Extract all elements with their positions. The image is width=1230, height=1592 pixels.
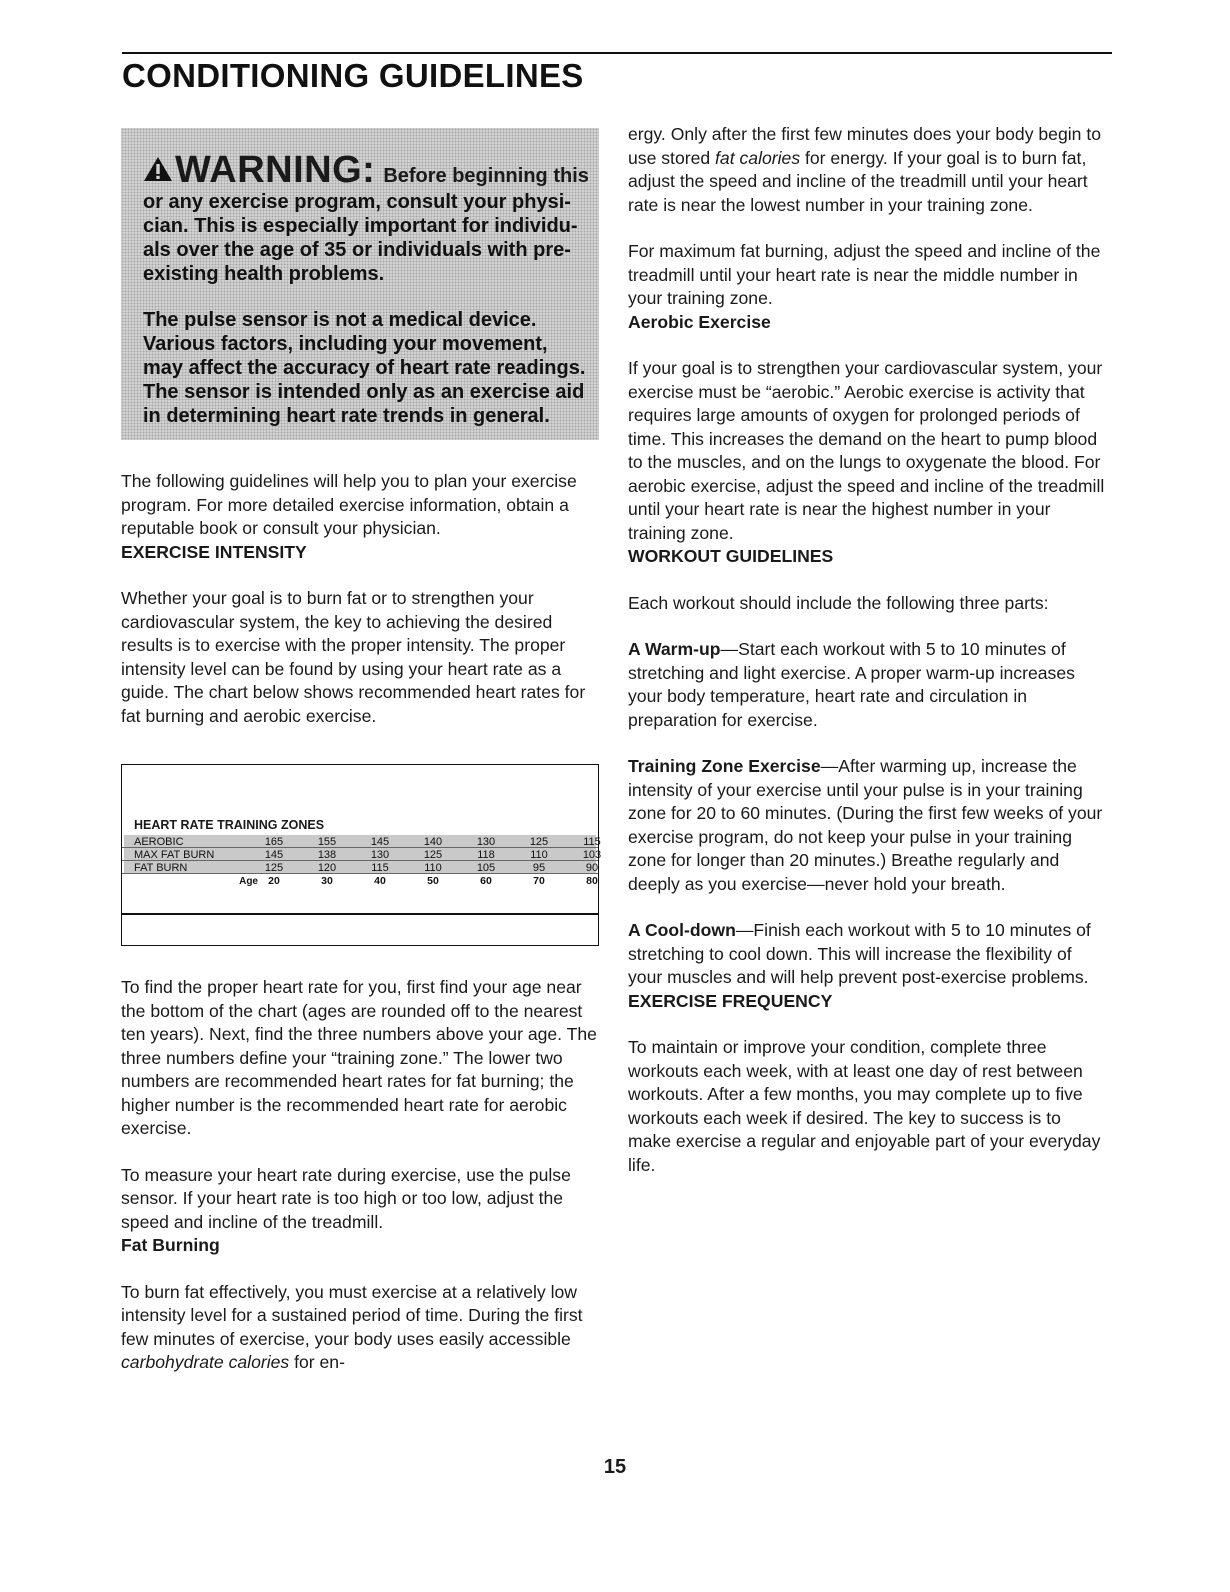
find-rate-paragraph: To find the proper heart rate for you, first find your age near the bottom of the chart (ages are rounded off to the nearest ten years). Next, find the three numbers above your age. The three numbers define your “training zone.” The lower two numbers are recommended heart rates for fat burning; the higher number is the recommended heart rate for aerobic exercise. (121, 977, 597, 1138)
fat-burning-paragraph (121, 1281, 601, 1375)
zone-row-label: AEROBIC (134, 836, 184, 848)
age-tick-label: 40 (374, 875, 386, 887)
zone-value: 145 (370, 836, 390, 848)
warmup-paragraph (628, 638, 1108, 732)
warning-sensor-paragraph (143, 308, 599, 428)
page-title: CONDITIONING GUIDELINES (122, 57, 584, 94)
title-rule (122, 52, 1112, 54)
italic-term: fat calories (715, 147, 801, 168)
cooldown-paragraph (628, 919, 1108, 990)
zone-value: 125 (529, 836, 549, 848)
frequency-heading: EXERCISE FREQUENCY (628, 990, 833, 1011)
aerobic-paragraph: If your goal is to strengthen your cardiovascular system, your exercise must be “aerobic.” Aerobic exercise is activity that requires large amounts of oxygen for prolonged periods of time. This increases the demand on the heart to pump blood to the muscles, and on the lungs to oxygenate the blood. For aerobic exercise, adjust the speed and incline of the treadmill until your heart rate is near the highest number in your training zone. (628, 358, 1105, 543)
frequency-paragraph: To maintain or improve your condition, complete three workouts each week, with at least one day of rest between workouts. After a few months, you may complete up to five workouts each week if desired. The key to success is to make exercise a regular and enjoyable part of your everyday life. (628, 1037, 1101, 1175)
zone-row-label: FAT BURN (134, 862, 188, 874)
training-zone-paragraph (628, 755, 1108, 896)
text-run: To burn fat effectively, you must exercise at a relatively low intensity level for a sustained period of time. During the first few minutes of exercise, your body uses easily accessible (121, 1281, 583, 1349)
zone-value: 105 (476, 862, 496, 874)
zone-value: 103 (582, 849, 602, 861)
text-run: —After warming up, increase the intensity of your exercise until your pulse is in your training zone for 20 to 60 minutes. (During the first few weeks of your exercise program, do not keep your pulse in your training zone for longer than 20 minutes.) Breathe regularly and deeply as you exercise—never hold your breath. (628, 756, 1103, 894)
zone-row-label: MAX FAT BURN (134, 849, 215, 861)
zone-value: 95 (532, 862, 546, 874)
zone-value: 115 (371, 862, 389, 874)
age-axis-label: Age (239, 876, 258, 887)
left-column (121, 128, 601, 1375)
zone-value: 125 (423, 849, 443, 861)
age-tick-label: 30 (321, 875, 333, 887)
intro-paragraph: The following guidelines will help you to plan your exercise program. For more detailed exercise information, obtain a reputable book or consult your physician. (121, 471, 577, 538)
warning-line: in determining heart rate trends in general. (143, 405, 550, 427)
text-run: ergy. Only after the first few minutes does your body begin to use stored (628, 124, 1101, 168)
intensity-heading: EXERCISE INTENSITY (121, 541, 307, 562)
warning-word: WARNING: (175, 149, 376, 191)
training-label: Training Zone Exercise (628, 756, 821, 776)
age-tick-label: 50 (427, 875, 439, 887)
text-run: for en- (289, 1352, 345, 1372)
warmup-label: A Warm-up (628, 639, 721, 659)
zone-value: 118 (477, 849, 495, 861)
zone-value: 120 (317, 862, 337, 874)
zone-value: 110 (530, 849, 548, 861)
zone-value: 110 (424, 862, 442, 874)
warning-line: The pulse sensor is not a medical device. (143, 309, 537, 331)
zone-value: 130 (476, 836, 496, 848)
warning-triangle-icon (143, 156, 173, 182)
warning-line-1: Before beginning this (383, 165, 589, 187)
zone-row-band (124, 861, 599, 874)
warning-line: or any exercise program, consult your physi- (143, 191, 571, 213)
zone-value: 138 (317, 849, 337, 861)
aerobic-heading: Aerobic Exercise (628, 311, 771, 332)
zone-value: 140 (423, 836, 443, 848)
warning-line: The sensor is intended only as an exercise aid (143, 381, 585, 403)
text-run: —Start each workout with 5 to 10 minutes of stretching and light exercise. A proper warm-up increases your body temperature, heart rate and circulation in preparation for exercise. (628, 639, 1075, 730)
age-tick-label: 60 (480, 875, 492, 887)
zone-row-band (124, 835, 596, 847)
workout-heading: WORKOUT GUIDELINES (628, 546, 834, 566)
age-tick-label: 70 (533, 875, 545, 887)
text-run: for energy. If your goal is to burn fat, adjust the speed and incline of the treadmill until your heart rate is near the lowest number in your training zone. (628, 147, 1088, 215)
warning-line: existing health problems. (143, 263, 385, 285)
chart-divider (122, 913, 598, 915)
heart-rate-table (122, 833, 602, 913)
intensity-paragraph: Whether your goal is to burn fat or to strengthen your cardiovascular system, the key to achieving the desired results is to exercise with the proper intensity. The proper intensity level can be found by using your heart rate as a guide. The chart below shows recommended heart rates for fat burning and aerobic exercise. (121, 588, 586, 726)
cooldown-label: A Cool-down (628, 920, 736, 940)
warning-line: cian. This is especially important for individu- (143, 215, 578, 237)
text-run: —Finish each workout with 5 to 10 minutes of stretching to cool down. This will increase the flexibility of your muscles and will help prevent post-exercise problems. (628, 920, 1091, 987)
zone-value: 115 (583, 836, 601, 848)
warning-line: Various factors, including your movement, (143, 333, 548, 355)
page-number: 15 (603, 1456, 627, 1478)
measure-paragraph: To measure your heart rate during exercise, use the pulse sensor. If your heart rate is too high or too low, adjust the speed and incline of the treadmill. (121, 1164, 571, 1232)
zone-value: 165 (264, 836, 284, 848)
chart-title: HEART RATE TRAINING ZONES (134, 818, 325, 832)
heart-rate-chart (121, 764, 602, 946)
zone-value: 125 (264, 862, 284, 874)
right-column (628, 123, 1108, 1177)
age-tick-label: 80 (586, 875, 598, 887)
zone-value: 145 (264, 849, 284, 861)
warning-line: als over the age of 35 or individuals with pre- (143, 239, 571, 261)
zone-value: 130 (370, 849, 390, 861)
zone-value: 155 (317, 836, 337, 848)
max-fat-paragraph: For maximum fat burning, adjust the speed and incline of the treadmill until your heart rate is near the middle number in your training zone. (628, 241, 1101, 308)
warning-heading (143, 150, 599, 190)
zone-value: 90 (585, 862, 599, 874)
age-tick-label: 20 (268, 875, 280, 887)
workout-intro: Each workout should include the following three parts: (628, 592, 1049, 613)
fat-continued-paragraph (628, 123, 1108, 217)
warning-line: may affect the accuracy of heart rate readings. (143, 357, 586, 379)
warning-box (121, 128, 599, 440)
italic-term: carbohydrate calories (121, 1352, 290, 1372)
fat-burning-heading: Fat Burning (121, 1235, 220, 1255)
